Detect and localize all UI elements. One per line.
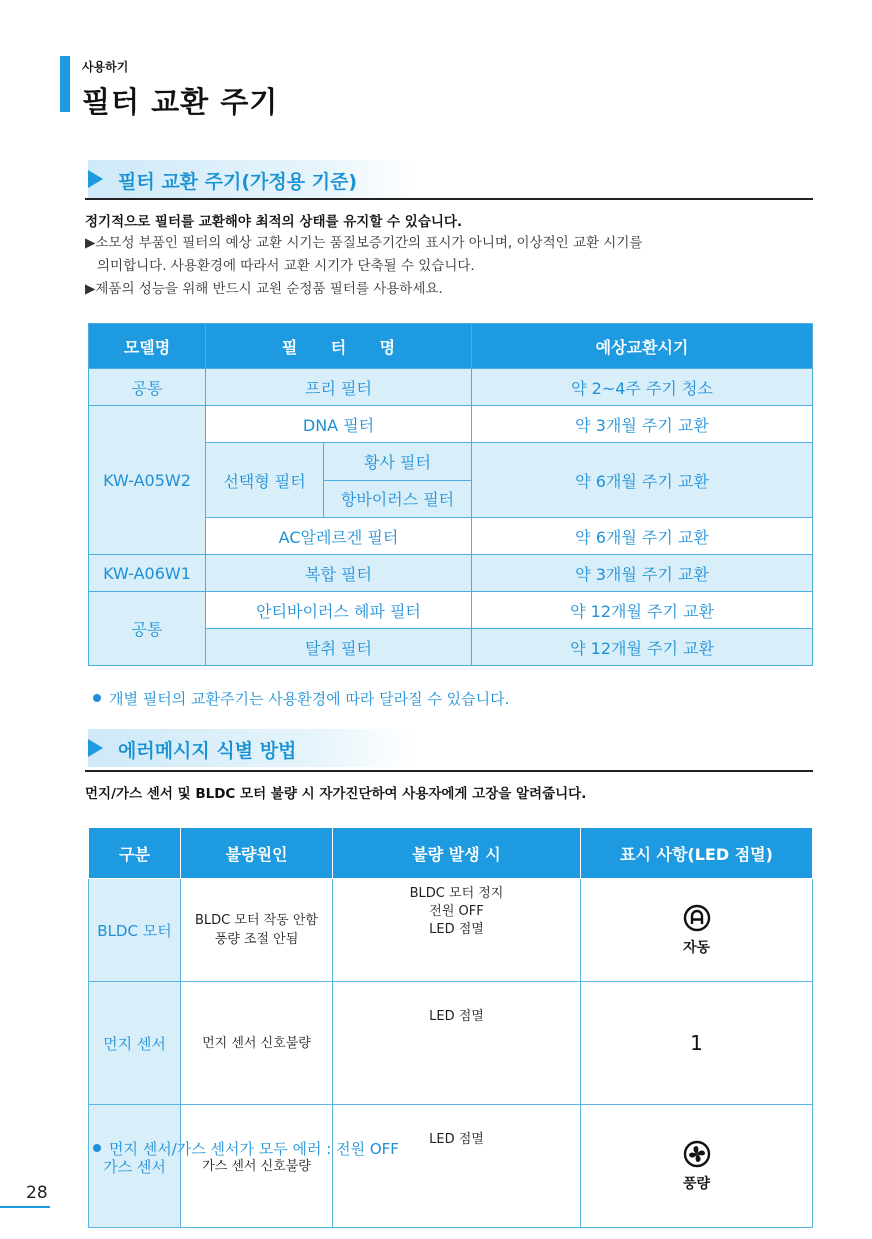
cause-line: 풍량 조절 안됨 [214,932,299,947]
filter-intro-bold: 정기적으로 필터를 교환해야 최적의 상태를 유지할 수 있습니다. [85,214,463,230]
filter-cell: AC알레르겐 필터 [206,518,472,555]
cause-line: BLDC 모터 작동 안함 [195,913,318,928]
display-cell [581,982,813,1105]
table-row [89,879,813,982]
occur-cell: LED 점멸 [333,982,581,1105]
filter-cell: 안티바이러스 헤파 필터 [206,592,472,629]
page-title: 필터 교환 주기 [82,85,279,119]
section-error-title: 에러메시지 식별 방법 [118,740,297,762]
occur-cell: LED 점멸 [333,1105,581,1228]
section-arrow-icon [88,170,103,188]
model-cell: KW-A06W1 [89,555,206,592]
period-cell: 약 6개월 주기 교환 [472,518,813,555]
occur-line: BLDC 모터 정지 [409,886,504,901]
filter-note-text: 개별 필터의 교환주기는 사용환경에 따라 달라질 수 있습니다. [109,690,510,708]
header-cause: 불량원인 [181,828,333,879]
error-table [88,827,813,1228]
period-cell: 약 2~4주 주기 청소 [472,369,813,406]
cause-cell: 가스 센서 신호불량 [181,1105,333,1228]
selective-filter-cell: 선택형 필터 [206,443,324,518]
auto-label: 자동 [682,939,711,956]
page-number-underline [0,1206,50,1208]
cause-cell: 먼지 센서 신호불량 [181,982,333,1105]
section-error-title-bar [88,729,413,767]
filter-desc-1b: 의미합니다. 사용환경에 따라서 교환 시기가 단축될 수 있습니다. [97,258,475,274]
header-display: 표시 사항(LED 점멸) [581,828,813,879]
section-divider [85,770,813,772]
filter-desc-2: ▶제품의 성능을 위해 반드시 교원 순정품 필터를 사용하세요. [85,281,443,297]
fan-indicator [683,1140,711,1193]
filter-desc-1a: ▶소모성 부품인 필터의 예상 교환 시기는 품질보증기간의 표시가 아니며, 이상적인 교환 시기를 [85,235,643,251]
header-filter: 필 터 명 [206,324,472,369]
table-row [89,555,813,592]
display-cell [581,879,813,982]
header-accent-bar [60,56,70,112]
page-number: 28 [26,1183,48,1203]
filter-cell: 탈취 필터 [206,629,472,666]
error-note [93,1138,399,1159]
model-cell: 공통 [89,592,206,666]
category-cell: 가스 센서 [89,1105,181,1228]
header-occur: 불량 발생 시 [333,828,581,879]
table-header-row [89,828,813,879]
occur-cell [333,879,581,982]
filter-cell: 황사 필터 [324,443,472,481]
display-cell [581,1105,813,1228]
auto-a-icon [683,904,711,932]
error-note-text: 먼지 센서/가스 센서가 모두 에러 : 전원 OFF [109,1140,399,1158]
filter-cell: 항바이러스 필터 [324,480,472,518]
period-cell: 약 3개월 주기 교환 [472,406,813,443]
filter-note [93,688,509,709]
header-subtitle: 사용하기 [82,60,129,74]
filter-cell: DNA 필터 [206,406,472,443]
period-cell: 약 6개월 주기 교환 [472,443,813,518]
filter-table [88,323,813,666]
category-cell: 먼지 센서 [89,982,181,1105]
period-cell: 약 12개월 주기 교환 [472,629,813,666]
section-filter-title-bar [88,160,413,198]
bullet-icon [93,694,101,702]
period-cell: 약 3개월 주기 교환 [472,555,813,592]
category-cell: BLDC 모터 [89,879,181,982]
filter-cell: 프리 필터 [206,369,472,406]
occur-line: LED 점멸 [429,922,484,937]
auto-indicator [683,904,711,957]
table-header-row [89,324,813,369]
section-filter-title: 필터 교환 주기(가정용 기준) [118,171,358,193]
period-cell: 약 12개월 주기 교환 [472,592,813,629]
table-row [89,369,813,406]
filter-cell: 복합 필터 [206,555,472,592]
header-category: 구분 [89,828,181,879]
fan-label: 풍량 [682,1175,711,1192]
section-divider [85,198,813,200]
model-cell: 공통 [89,369,206,406]
dust-error-number: 1 [690,1031,703,1055]
table-row [89,592,813,629]
cause-cell [181,879,333,982]
occur-line: 전원 OFF [429,904,484,919]
bullet-icon [93,1144,101,1152]
section-arrow-icon [88,739,103,757]
fan-icon [683,1140,711,1168]
header-period: 예상교환시기 [472,324,813,369]
table-row [89,1105,813,1228]
table-row [89,982,813,1105]
error-intro-bold: 먼지/가스 센서 및 BLDC 모터 불량 시 자가진단하여 사용자에게 고장을 알려줍니다. [85,786,587,802]
header-model: 모델명 [89,324,206,369]
model-cell: KW-A05W2 [89,406,206,555]
table-row [89,406,813,443]
